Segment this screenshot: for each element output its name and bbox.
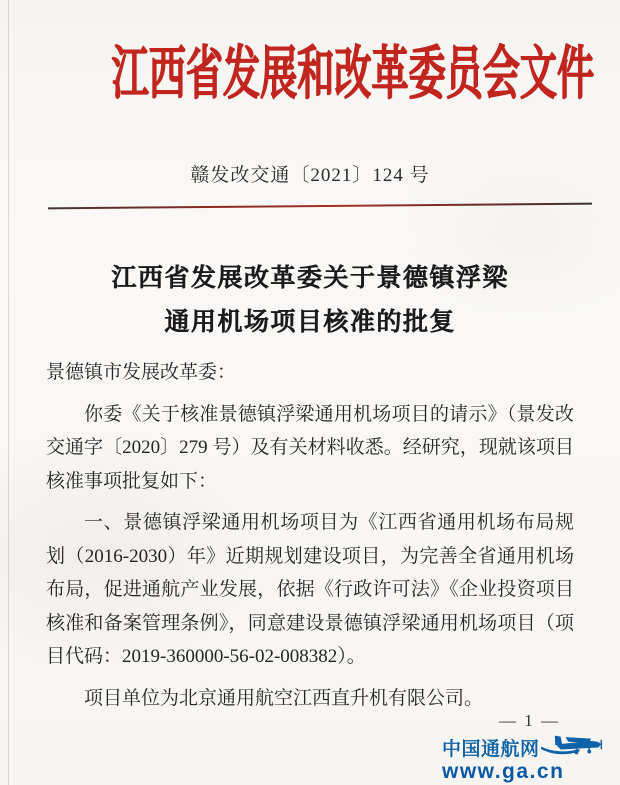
page-number: — 1 — (499, 711, 560, 730)
body-paragraph: 一、景德镇浮梁通用机场项目为《江西省通用机场布局规划（2016-2030）年》近期规划建设项目，为完善全省通用机场布局，促进通航产业发展，依据《行政许可法》《企业投资项目核准和备案管理条例》，同意建设景德镇浮梁通用机场项目（项目代码：2019-360000-56-02-008382）。 (46, 512, 574, 667)
document-title-line1: 江西省发展改革委关于景德镇浮梁 (111, 265, 509, 292)
salutation: 景德镇市发展改革委： (46, 362, 237, 383)
document-title (0, 257, 620, 345)
scan-edge-line (8, 0, 9, 785)
airplane-icon (541, 734, 605, 761)
logo-site-name: 中国通航网 (442, 739, 540, 760)
document-title-line2: 通用机场项目核准的批复 (164, 309, 456, 336)
document-body (46, 356, 574, 723)
issuing-org-title: 江西省发展和改革委员会文件 (111, 41, 595, 106)
logo-site-url: www.ga.cn (442, 760, 565, 783)
body-paragraph: 项目单位为北京通用航空江西直升机有限公司。 (84, 687, 484, 709)
watermark-logo (442, 734, 612, 783)
body-paragraph: 你委《关于核准景德镇浮梁通用机场项目的请示》（景发改交通字〔2020〕279 号）及有关材料收悉。经研究，现就该项目核准事项批复如下： (46, 403, 574, 492)
document-number: 赣发改交通〔2021〕124 号 (190, 165, 430, 186)
red-divider-line (48, 203, 592, 210)
